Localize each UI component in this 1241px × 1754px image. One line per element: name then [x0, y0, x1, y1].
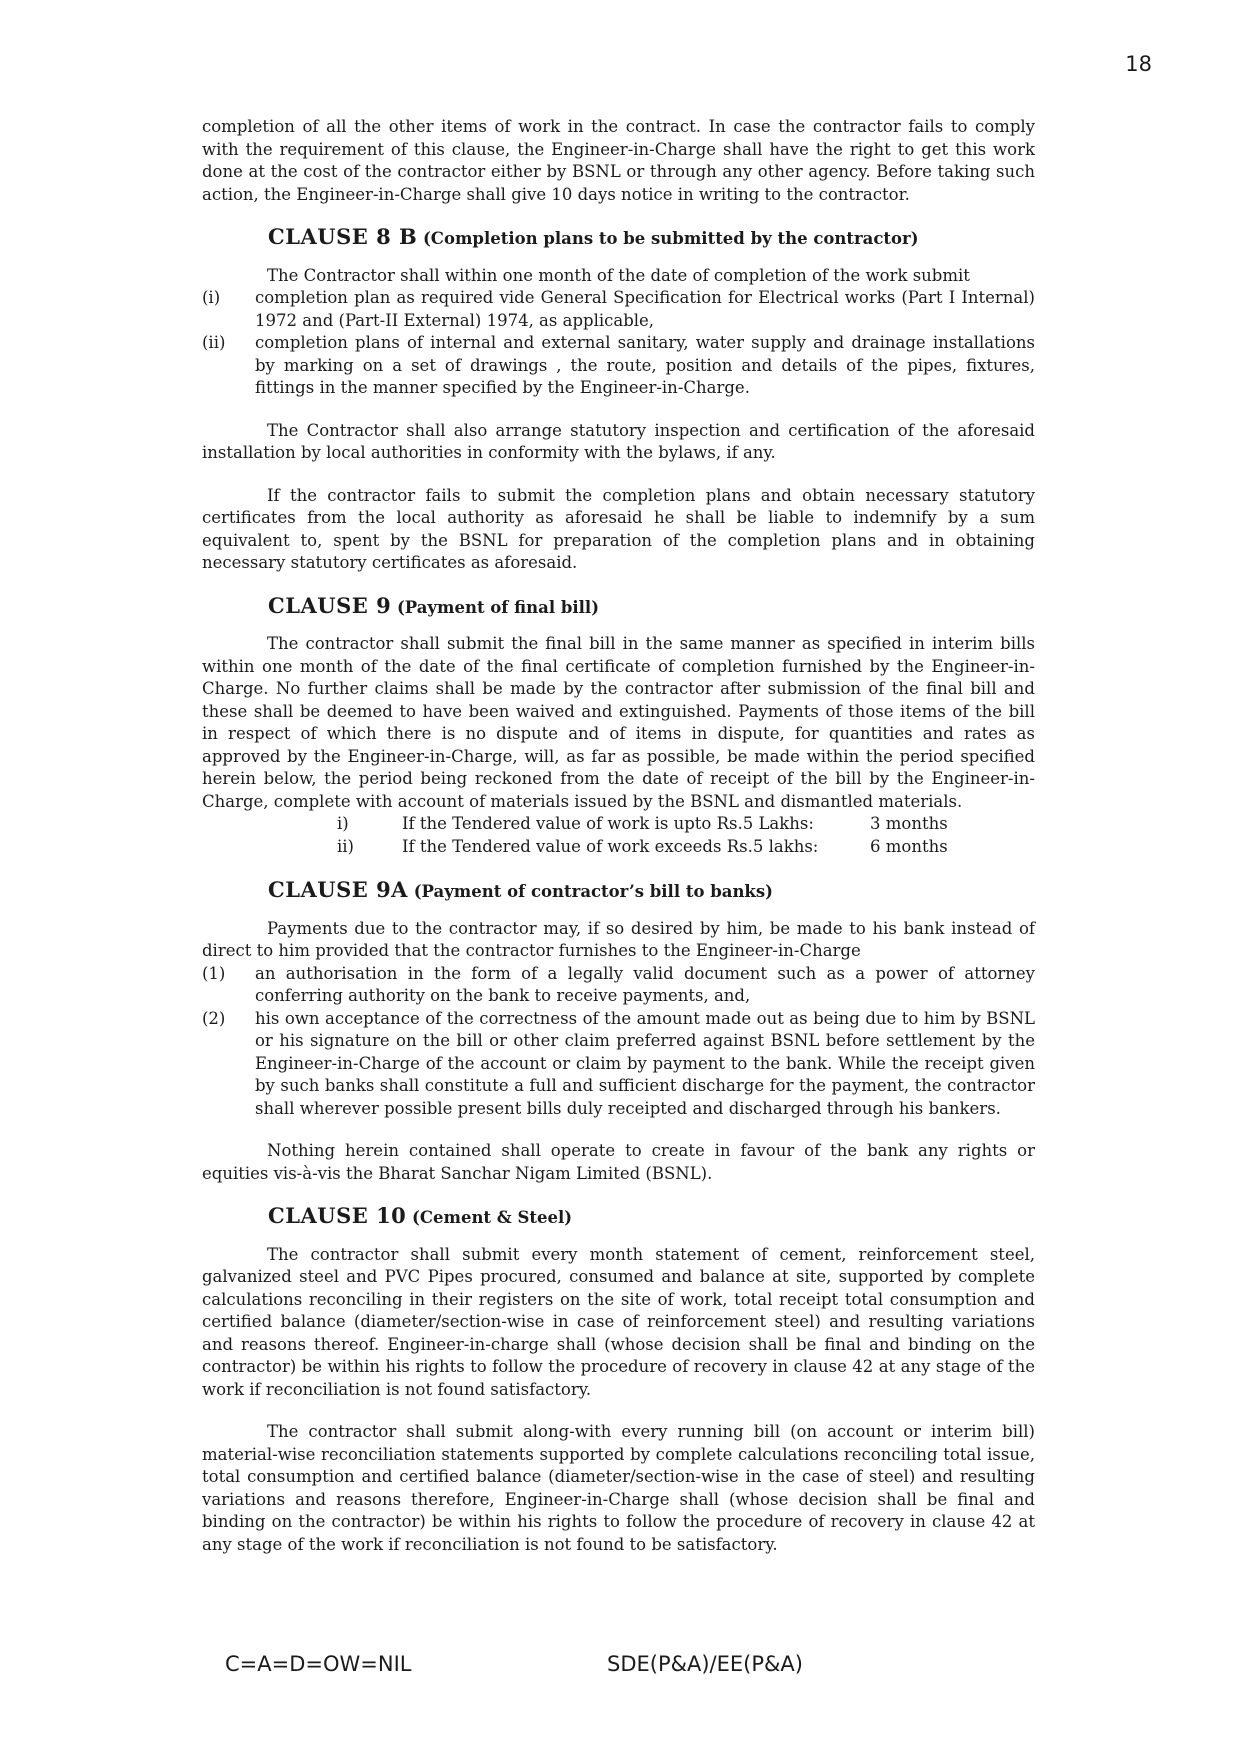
list-item-text: an authorisation in the form of a legally valid document such as a power of attorney conferring authority on the bank to receive payments, and, [255, 963, 1035, 1005]
clause-8b-item-list [202, 287, 1035, 400]
clause-10-paragraph-1: The contractor shall submit every month statement of cement, reinforcement steel, galvanized steel and PVC Pipes procured, consumed and balance at site, supported by complete calculations reconciling in their registers on the site of work, total receipt total consumption and certified balance (diameter/section-wise in case of reinforcement steel) and resulting variations and reasons thereof. Engineer-in-charge shall (whose decision shall be final and binding on the contractor) be within his rights to follow the procedure of recovery in clause 42 at any stage of the work if reconciliation is not found satisfactory. [202, 1244, 1035, 1399]
clause-8b-number: CLAUSE 8 B [268, 224, 418, 249]
schedule-row-period: 3 months [870, 814, 948, 833]
list-item-text: completion plans of internal and external sanitary, water supply and drainage installations by marking on a set of drawings , the route, position and details of the pipes, fixtures, fittings in the manner specified by the Engineer-in-Charge. [255, 333, 1035, 397]
footer-signatory: SDE(P&A)/EE(P&A) [607, 1652, 803, 1676]
clause-10-subtitle: (Cement & Steel) [412, 1208, 573, 1227]
list-item-text: completion plan as required vide General Specification for Electrical works (Part I Internal) 1972 and (Part-II External) 1974, as applicable, [255, 288, 1035, 330]
list-item-label: (1) [202, 963, 226, 983]
schedule-row-condition: If the Tendered value of work is upto Rs.5 Lakhs: [402, 814, 814, 833]
clause-10-paragraph-2: The contractor shall submit along-with every running bill (on account or interim bill) material-wise reconciliation statements supported by complete calculations reconciling total issue, total consumption and certified balance (diameter/section-wise in the case of steel) and resulting variations and reasons therefore, Engineer-in-Charge shall (whose decision shall be final and binding on the contractor) be within his rights to follow the procedure of recovery in clause 42 at any stage of the work if reconciliation is not found to be satisfactory. [202, 1422, 1035, 1554]
clause-9a-paragraph-2: Nothing herein contained shall operate to create in favour of the bank any rights or equities vis-à-vis the Bharat Sanchar Nigam Limited (BSNL). [202, 1141, 1035, 1183]
clause-9a-heading [268, 879, 1035, 904]
list-item [202, 963, 1035, 1008]
paragraph-continuation: completion of all the other items of work in the contract. In case the contractor fails to comply with the requirement of this clause, the Engineer-in-Charge shall have the right to get this work done at the cost of the contractor either by BSNL or through any other agency. Before taking such action, the Engineer-in-Charge shall give 10 days notice in writing to the contractor. [202, 117, 1035, 204]
clause-10-heading [268, 1205, 1035, 1230]
clause-10-number: CLAUSE 10 [268, 1203, 407, 1228]
clause-9a-item-list [202, 963, 1035, 1121]
clause-9a-subtitle: (Payment of contractor’s bill to banks) [413, 882, 773, 901]
payment-period-schedule [202, 813, 1035, 859]
clause-9-paragraph-1: The contractor shall submit the final bill in the same manner as specified in interim bills within one month of the date of the final certificate of completion furnished by the Engineer-in-Charge. No further claims shall be made by the contractor after submission of the final bill and these shall be deemed to have been waived and extinguished. Payments of those items of the bill in respect of which there is no dispute and of items in dispute, for quantities and rates as approved by the Engineer-in-Charge, will, as far as possible, be made within the period specified herein below, the period being reckoned from the date of receipt of the bill by the Engineer-in-Charge, complete with account of materials issued by the BSNL and dismantled materials. [202, 634, 1035, 811]
clause-9-number: CLAUSE 9 [268, 592, 392, 618]
list-item [202, 1008, 1035, 1121]
list-item [202, 332, 1035, 400]
footer-code: C=A=D=OW=NIL [225, 1652, 412, 1676]
clause-9a-number: CLAUSE 9A [268, 877, 408, 902]
clause-8b-paragraph-3: If the contractor fails to submit the completion plans and obtain necessary statutory certificates from the local authority as aforesaid he shall be liable to indemnify by a sum equivalent to, spent by the BSNL for preparation of the completion plans and in obtaining necessary statutory certificates as aforesaid. [202, 485, 1035, 572]
schedule-row [202, 836, 1035, 859]
list-item-label: (i) [202, 288, 221, 307]
clause-8b-subtitle: (Completion plans to be submitted by the contractor) [423, 229, 919, 248]
schedule-row-condition: If the Tendered value of work exceeds Rs.5 lakhs: [402, 837, 819, 856]
list-item-label: (ii) [202, 333, 226, 352]
clause-8b-heading [268, 226, 1035, 251]
clause-9a-paragraph-1: Payments due to the contractor may, if so desired by him, be made to his bank instead of direct to him provided that the contractor furnishes to the Engineer-in-Charge [202, 918, 1035, 960]
schedule-row-period: 6 months [870, 837, 948, 856]
clause-8b-intro: The Contractor shall within one month of the date of completion of the work submit [267, 265, 970, 285]
clause-8b-paragraph-2: The Contractor shall also arrange statutory inspection and certification of the aforesaid installation by local authorities in conformity with the bylaws, if any. [202, 420, 1035, 462]
list-item [202, 287, 1035, 332]
schedule-row-label: i) [337, 814, 349, 833]
list-item-label: (2) [202, 1008, 226, 1028]
schedule-row [202, 813, 1035, 836]
page-number: 18 [1125, 52, 1152, 76]
page-footer [0, 1650, 1241, 1678]
clause-9-heading [268, 592, 1035, 620]
document-body [202, 116, 1035, 1576]
schedule-row-label: ii) [337, 837, 354, 856]
clause-9-subtitle: (Payment of final bill) [396, 597, 599, 617]
list-item-text: his own acceptance of the correctness of the amount made out as being due to him by BSNL or his signature on the bill or other claim preferred against BSNL before settlement by the Engineer-in-Charge of the account or claim by payment to the bank. While the receipt given by such banks shall constitute a full and sufficient discharge for the payment, the contractor shall wherever possible present bills duly receipted and discharged through his bankers. [255, 1008, 1035, 1118]
